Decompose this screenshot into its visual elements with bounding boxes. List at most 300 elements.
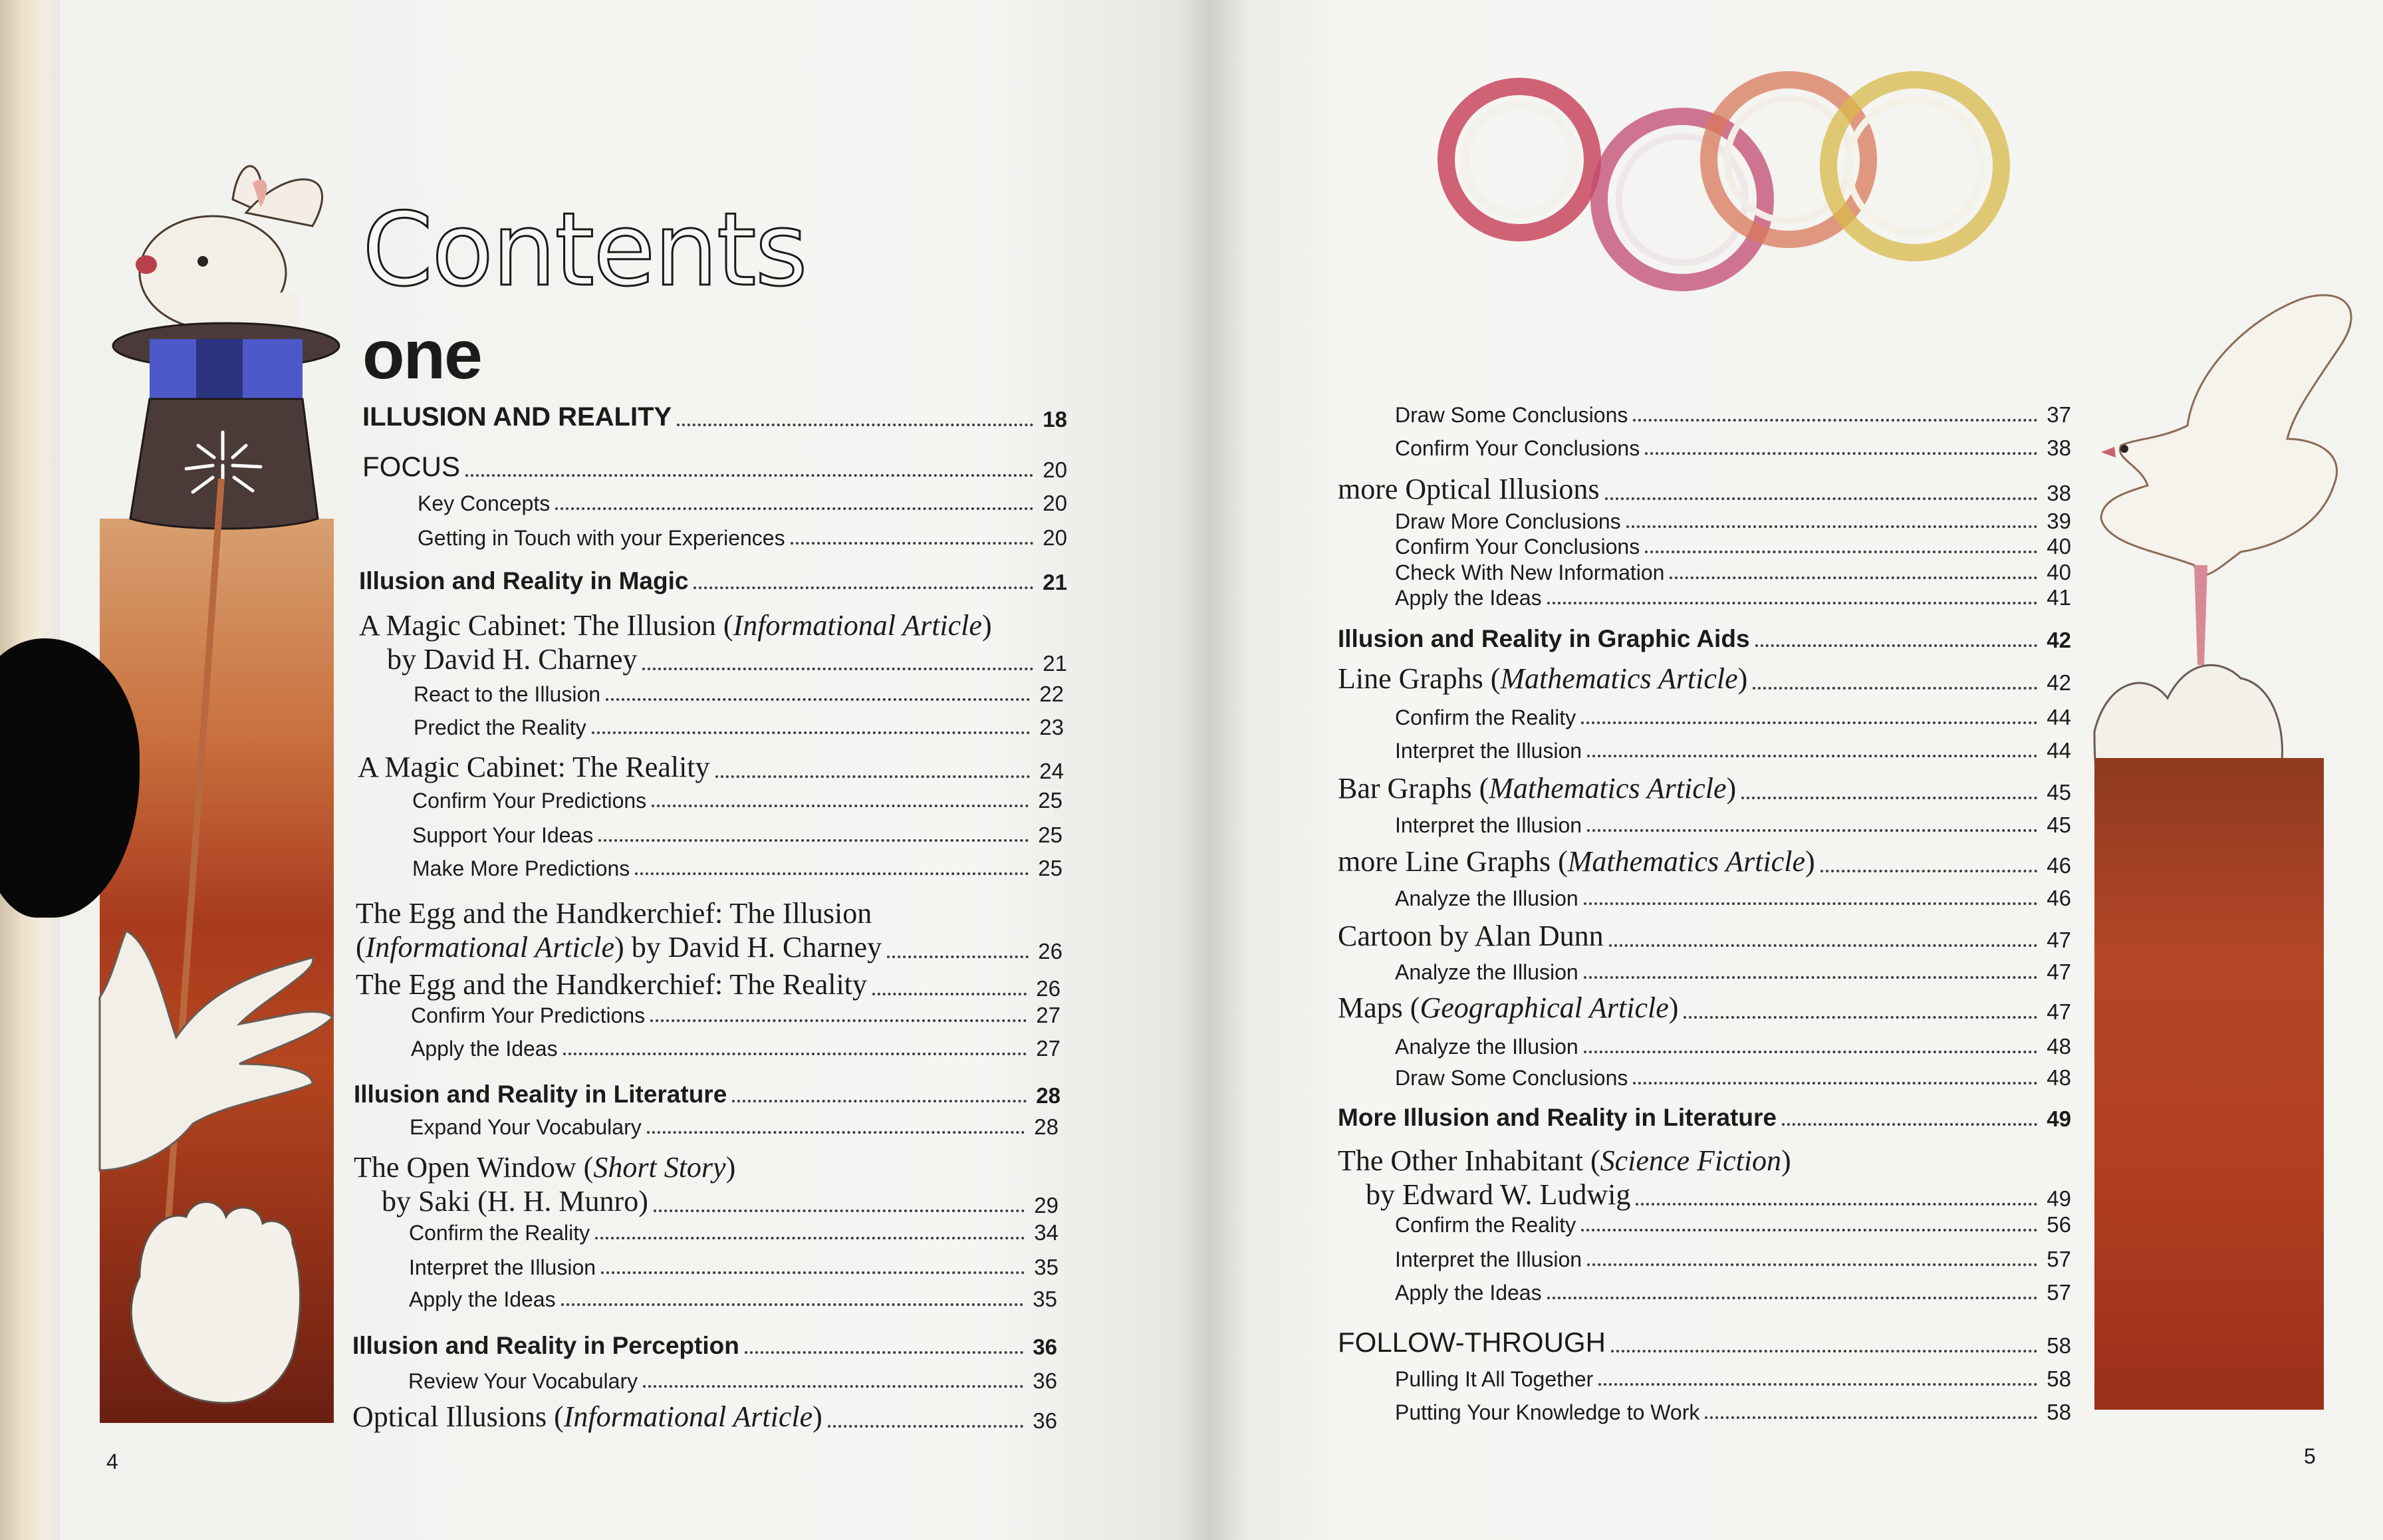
page-number: 29	[1034, 1193, 1059, 1218]
entry-title-text: Apply the Ideas	[1395, 1281, 1542, 1305]
toc-entry[interactable]	[1338, 662, 2071, 696]
dot-leader	[1587, 829, 2037, 832]
entry-title	[1395, 509, 1626, 534]
entry-title	[362, 402, 677, 432]
entry-title	[1395, 886, 1584, 911]
page-number: 57	[2047, 1280, 2071, 1305]
entry-line2-open: (	[356, 931, 366, 963]
entry-title-text: The Egg and the Handkerchief: The Reality	[356, 968, 867, 1001]
dot-leader	[1633, 1082, 2037, 1085]
entry-title-text: React to the Illusion	[414, 682, 601, 706]
entry-genre: Mathematics Article	[1500, 662, 1738, 695]
entry-title-close: )	[1781, 1144, 1791, 1177]
entry-title-text: Illusion and Reality in Graphic Aids	[1338, 625, 1750, 652]
entry-title	[1338, 662, 1753, 696]
toc-entry[interactable]	[414, 715, 1064, 740]
entry-title	[414, 682, 606, 707]
entry-title-text: Maps (	[1338, 991, 1420, 1024]
entry-title-text: Confirm Your Predictions	[411, 1003, 646, 1027]
entry-title-text: FOCUS	[362, 451, 460, 482]
entry-title	[1338, 625, 1755, 653]
entry-title	[418, 526, 791, 551]
page-number: 25	[1038, 788, 1063, 813]
dot-leader	[745, 1351, 1023, 1354]
page-number: 49	[2047, 1186, 2071, 1211]
toc-entry[interactable]	[1338, 472, 2071, 506]
part-number: one	[362, 317, 481, 394]
toc-entry[interactable]	[352, 1332, 1057, 1360]
dot-leader	[595, 1237, 1025, 1239]
entry-title	[1338, 1327, 1611, 1358]
toc-entry[interactable]	[1395, 1212, 2071, 1237]
page-number: 36	[1033, 1408, 1057, 1433]
dove-illustration	[2101, 295, 2351, 665]
toc-entry[interactable]	[411, 1003, 1061, 1028]
dot-leader	[1636, 1203, 2037, 1206]
page-number: 40	[2047, 534, 2071, 559]
entry-title-text: Interpret the Illusion	[409, 1255, 596, 1279]
dot-leader	[1645, 551, 2037, 553]
entry-title	[359, 608, 1067, 642]
dot-leader	[1584, 1051, 2038, 1053]
entry-title	[1395, 436, 1645, 461]
entry-title-text: The Other Inhabitant (	[1338, 1144, 1600, 1177]
entry-title	[1395, 1247, 1587, 1272]
entry-title	[1395, 706, 1581, 730]
page-number: 36	[1033, 1368, 1057, 1393]
entry-title-text: Interpret the Illusion	[1395, 1247, 1582, 1271]
linked-rings-illustration	[1446, 80, 2001, 283]
page-number: 21	[1043, 651, 1067, 676]
entry-title-text: Review Your Vocabulary	[408, 1369, 638, 1393]
page-number: 38	[2047, 481, 2071, 505]
dot-leader	[1645, 452, 2037, 455]
toc-entry[interactable]	[418, 491, 1067, 516]
page-title: Contents	[362, 191, 807, 309]
toc-entry[interactable]	[358, 750, 1064, 784]
entry-title-close: )	[1726, 772, 1737, 805]
entry-title	[1395, 960, 1584, 985]
page-number: 22	[1039, 682, 1064, 706]
entry-title-close: )	[1668, 991, 1679, 1024]
toc-entry[interactable]	[1395, 436, 2071, 461]
entry-title-text: A Magic Cabinet: The Reality	[358, 751, 710, 783]
toc-entry[interactable]	[1395, 738, 2071, 763]
dot-leader	[1547, 602, 2038, 604]
entry-title-text: Draw Some Conclusions	[1395, 1066, 1628, 1090]
entry-title	[358, 750, 715, 784]
page-number: 34	[1034, 1220, 1059, 1245]
entry-title-text: The Open Window (	[354, 1151, 594, 1184]
page-number: 27	[1036, 1036, 1061, 1061]
entry-title	[1395, 1066, 1633, 1091]
dot-leader	[791, 542, 1034, 545]
entry-title-text: A Magic Cabinet: The Illusion (	[359, 609, 733, 642]
dot-leader	[732, 1100, 1027, 1102]
entry-title	[1395, 739, 1587, 763]
toc-entry[interactable]	[409, 1287, 1057, 1312]
open-hand-illustration	[100, 931, 332, 1170]
toc-entry[interactable]	[1395, 509, 2071, 534]
dot-leader	[1605, 497, 2038, 500]
dot-leader	[1584, 976, 2038, 979]
entry-title-text: Cartoon by Alan Dunn	[1338, 920, 1604, 952]
page-number: 56	[2047, 1212, 2071, 1237]
dot-leader	[1581, 721, 2037, 724]
dot-leader	[652, 805, 1029, 807]
entry-title	[1338, 844, 1820, 878]
toc-entry[interactable]	[1338, 1144, 2071, 1212]
page-number: 40	[2047, 560, 2071, 584]
toc-entry[interactable]	[356, 896, 1063, 964]
entry-title	[412, 856, 635, 881]
page-number: 58	[2047, 1400, 2071, 1424]
dot-leader	[1633, 419, 2037, 422]
toc-entry[interactable]	[414, 682, 1064, 707]
toc-entry[interactable]	[1395, 1065, 2071, 1091]
toc-entry[interactable]	[1338, 625, 2071, 653]
entry-title-text: Illusion and Reality in Perception	[352, 1332, 739, 1359]
dot-leader	[642, 668, 1033, 670]
entry-title-text: Confirm the Reality	[1395, 706, 1576, 729]
entry-title-close: )	[981, 609, 992, 642]
entry-genre: Short Story	[593, 1151, 726, 1184]
dot-leader	[563, 1053, 1027, 1055]
page-number: 23	[1039, 715, 1064, 739]
entry-title	[1395, 1035, 1584, 1059]
entry-title-text: ILLUSION AND REALITY	[362, 402, 672, 432]
toc-entry[interactable]	[1395, 960, 2071, 985]
entry-title-text: Apply the Ideas	[411, 1037, 558, 1061]
entry-author: by Edward W. Ludwig	[1366, 1178, 1631, 1211]
entry-title	[354, 1150, 1059, 1184]
page-number: 57	[2047, 1247, 2071, 1271]
toc-entry[interactable]	[1395, 886, 2071, 911]
entry-title	[362, 451, 465, 483]
page-number: 45	[2047, 813, 2071, 837]
toc-entry[interactable]	[1395, 402, 2071, 428]
entry-title	[1395, 1281, 1547, 1305]
page-number: 21	[1043, 570, 1067, 594]
page-number: 25	[1038, 856, 1063, 880]
toc-entry[interactable]	[1395, 534, 2071, 559]
dot-leader	[828, 1425, 1024, 1428]
entry-title-text: Analyze the Illusion	[1395, 886, 1578, 910]
entry-title	[412, 823, 598, 848]
entry-title	[409, 1255, 601, 1280]
dot-leader	[1587, 1263, 2037, 1266]
page-number: 45	[2047, 780, 2071, 805]
entry-title-text: Apply the Ideas	[409, 1287, 556, 1311]
entry-genre: Science Fiction	[1600, 1144, 1782, 1177]
dot-leader	[601, 1271, 1025, 1274]
dot-leader	[1705, 1416, 2037, 1419]
entry-title-text: Support Your Ideas	[412, 823, 594, 847]
entry-title	[359, 567, 693, 595]
page-number: 36	[1033, 1335, 1057, 1359]
dot-leader	[872, 993, 1027, 995]
dot-leader	[887, 956, 1029, 958]
dot-leader	[693, 586, 1033, 589]
dot-leader	[654, 1210, 1025, 1212]
entry-author: by David H. Charney	[387, 643, 638, 676]
entry-title	[356, 967, 872, 1001]
dot-leader	[1587, 755, 2037, 757]
page-number: 25	[1038, 823, 1063, 847]
page-number: 20	[1043, 525, 1067, 550]
entry-title	[412, 789, 652, 813]
entry-title	[408, 1369, 643, 1394]
page-number: 46	[2047, 886, 2071, 910]
entry-title-text: Apply the Ideas	[1395, 586, 1542, 610]
dot-leader	[635, 872, 1029, 875]
entry-title-text: Confirm Your Conclusions	[1395, 535, 1640, 559]
entry-title-text: more Line Graphs (	[1338, 845, 1568, 878]
entry-title	[410, 1115, 647, 1140]
entry-title	[1395, 813, 1587, 838]
page-number: 39	[2047, 509, 2071, 533]
toc-entry[interactable]	[1395, 1366, 2071, 1392]
dot-leader	[1670, 577, 2037, 579]
toc-entry[interactable]	[410, 1114, 1059, 1140]
entry-title	[414, 715, 592, 740]
entry-title-text: Confirm the Reality	[409, 1221, 590, 1245]
toc-entry[interactable]	[356, 967, 1061, 1001]
toc-entry[interactable]	[1395, 585, 2071, 610]
entry-title-text: Putting Your Knowledge to Work	[1395, 1400, 1700, 1424]
entry-title	[352, 1332, 745, 1360]
page-number: 28	[1036, 1083, 1061, 1108]
entry-title	[354, 1081, 732, 1108]
entry-title	[409, 1287, 561, 1312]
entry-genre: Informational Article	[733, 609, 982, 642]
dot-leader	[561, 1303, 1024, 1306]
entry-title	[1338, 991, 1684, 1025]
entry-genre: Informational Article	[563, 1400, 813, 1433]
entry-title	[352, 1400, 828, 1434]
toc-entry[interactable]	[1338, 919, 2071, 953]
entry-author: by Saki (H. H. Munro)	[382, 1185, 648, 1218]
entry-title	[1395, 1367, 1598, 1392]
entry-title	[1395, 403, 1633, 428]
entry-title-line2	[387, 642, 642, 676]
toc-entry[interactable]	[1395, 1280, 2071, 1305]
entry-title	[1338, 472, 1605, 506]
toc-entry[interactable]	[362, 402, 1067, 432]
page-number: 47	[2047, 960, 2071, 984]
entry-title	[1395, 586, 1547, 610]
entry-title	[1338, 919, 1609, 953]
page-number: 26	[1038, 939, 1063, 963]
dot-leader	[606, 698, 1030, 701]
dot-leader	[1598, 1383, 2037, 1386]
entry-title	[411, 1003, 650, 1028]
page-number: 42	[2047, 670, 2071, 695]
entry-title-text: Analyze the Illusion	[1395, 960, 1578, 984]
hand-holding-wand-illustration	[131, 1202, 300, 1404]
dot-leader	[1684, 1016, 2037, 1019]
page-number: 48	[2047, 1034, 2071, 1059]
entry-title	[1395, 561, 1670, 585]
toc-entry[interactable]	[1395, 1400, 2071, 1425]
toc-entry[interactable]	[408, 1368, 1057, 1394]
rabbit-illustration	[136, 166, 322, 332]
dot-leader	[715, 775, 1031, 778]
dot-leader	[1609, 944, 2038, 947]
entry-title	[409, 1221, 595, 1245]
entry-title-close: )	[813, 1400, 822, 1433]
entry-title	[1395, 1400, 1705, 1425]
entry-title-line2	[356, 930, 887, 964]
page-number: 27	[1036, 1003, 1061, 1027]
page-number-left: 4	[106, 1450, 118, 1474]
toc-entry[interactable]	[1338, 1327, 2071, 1358]
dot-leader	[1626, 525, 2038, 528]
entry-title-text: Confirm Your Predictions	[412, 789, 647, 813]
page-number: 18	[1043, 407, 1067, 432]
entry-title-text: Interpret the Illusion	[1395, 813, 1582, 837]
toc-entry[interactable]	[412, 856, 1063, 881]
entry-title-text: Predict the Reality	[414, 715, 586, 739]
entry-title-text: Draw Some Conclusions	[1395, 403, 1628, 427]
entry-genre: Mathematics Article	[1489, 772, 1727, 805]
entry-genre: Mathematics Article	[1567, 845, 1806, 878]
entry-title-text: Confirm the Reality	[1395, 1213, 1576, 1237]
toc-entry[interactable]	[1395, 1247, 2071, 1272]
page-number: 28	[1034, 1114, 1059, 1139]
toc-entry[interactable]	[1395, 705, 2071, 730]
dot-leader	[1584, 902, 2038, 905]
toc-entry[interactable]	[418, 525, 1067, 551]
entry-title-text: Key Concepts	[418, 491, 551, 515]
toc-entry[interactable]	[409, 1220, 1059, 1245]
entry-title-text: Getting in Touch with your Experiences	[418, 526, 785, 550]
toc-entry[interactable]	[1395, 1034, 2071, 1059]
entry-title-text: The Egg and the Handkerchief: The Illusion	[356, 897, 872, 930]
dot-leader	[1611, 1350, 2037, 1352]
entry-author: ) by David H. Charney	[614, 931, 882, 963]
entry-title-text: Line Graphs (	[1338, 662, 1501, 695]
entry-title	[418, 491, 555, 516]
toc-entry[interactable]	[409, 1255, 1059, 1280]
entry-title-text: Confirm Your Conclusions	[1395, 436, 1640, 460]
dot-leader	[1820, 870, 2038, 872]
dot-leader	[647, 1131, 1025, 1134]
toc-entry[interactable]	[1338, 844, 2071, 878]
page-number: 49	[2047, 1106, 2071, 1131]
dot-leader	[1782, 1123, 2037, 1126]
entry-title-text: Pulling It All Together	[1395, 1367, 1594, 1391]
entry-title-text: Draw More Conclusions	[1395, 509, 1621, 533]
page-number: 20	[1043, 457, 1067, 482]
entry-title	[1338, 1144, 2071, 1178]
entry-title-close: )	[725, 1151, 736, 1184]
toc-entry[interactable]	[352, 1400, 1057, 1434]
dot-leader	[598, 839, 1029, 842]
entry-title-close: )	[1737, 662, 1748, 695]
page-number: 47	[2047, 999, 2071, 1024]
page-number: 35	[1034, 1255, 1059, 1279]
entry-title	[356, 896, 1063, 930]
page-number: 47	[2047, 928, 2071, 952]
page-number-right: 5	[2304, 1444, 2316, 1468]
entry-title-text: Illusion and Reality in Magic	[359, 567, 689, 594]
dot-leader	[1581, 1229, 2037, 1231]
page-number: 24	[1039, 759, 1064, 783]
entry-title-text: Check With New Information	[1395, 561, 1665, 584]
toc-entry[interactable]	[411, 1036, 1061, 1061]
entry-title-text: More Illusion and Reality in Literature	[1338, 1104, 1777, 1131]
toc-entry[interactable]	[354, 1081, 1061, 1108]
toc-entry[interactable]	[1338, 771, 2071, 805]
dot-leader	[1741, 797, 2037, 799]
toc-entry[interactable]	[1395, 813, 2071, 838]
entry-title-line2	[382, 1184, 654, 1218]
toc-entry[interactable]	[354, 1150, 1059, 1218]
dot-leader	[1753, 687, 2037, 690]
toc-entry[interactable]	[362, 451, 1067, 483]
entry-title	[1395, 535, 1645, 559]
toc-entry[interactable]	[1338, 1104, 2071, 1132]
entry-title-line2	[1366, 1178, 1636, 1212]
entry-title	[1395, 1213, 1581, 1237]
entry-title-text: more Optical Illusions	[1338, 473, 1600, 505]
top-hat-illustration	[113, 323, 339, 529]
toc-entry[interactable]	[359, 608, 1067, 676]
page-number: 48	[2047, 1065, 2071, 1090]
page-number: 20	[1043, 491, 1067, 515]
page-number: 46	[2047, 853, 2071, 878]
toc-entry[interactable]	[1338, 991, 2071, 1025]
entry-title-text: Make More Predictions	[412, 856, 630, 880]
entry-title-close: )	[1805, 845, 1815, 878]
toc-entry[interactable]	[412, 788, 1063, 813]
dot-leader	[1755, 644, 2038, 647]
page-number: 42	[2047, 628, 2071, 652]
page-number: 58	[2047, 1333, 2071, 1358]
entry-genre: Geographical Article	[1420, 991, 1669, 1024]
page-number: 26	[1036, 976, 1061, 1001]
dot-leader	[643, 1385, 1023, 1388]
entry-title-text: Analyze the Illusion	[1395, 1035, 1578, 1059]
dot-leader	[677, 424, 1033, 426]
red-column-illustration-right	[2094, 758, 2324, 1410]
entry-title-text: Interpret the Illusion	[1395, 739, 1582, 763]
dot-leader	[592, 731, 1031, 734]
page-number: 44	[2047, 705, 2071, 729]
toc-entry[interactable]	[412, 823, 1063, 848]
entry-title-text: Bar Graphs (	[1338, 772, 1489, 805]
entry-title-text: FOLLOW-THROUGH	[1338, 1327, 1606, 1358]
dot-leader	[555, 507, 1033, 510]
entry-title-text: Expand Your Vocabulary	[410, 1115, 642, 1139]
page-number: 35	[1033, 1287, 1057, 1311]
toc-entry[interactable]	[1395, 560, 2071, 585]
page-number: 37	[2047, 402, 2071, 427]
entry-title-text: Illusion and Reality in Literature	[354, 1081, 727, 1108]
dot-leader	[650, 1019, 1027, 1022]
page-number: 44	[2047, 738, 2071, 763]
entry-title	[411, 1037, 563, 1061]
entry-title-text: Optical Illusions (	[352, 1400, 564, 1433]
entry-title	[1338, 771, 1741, 805]
dot-leader	[465, 474, 1033, 477]
dot-leader	[1547, 1297, 2038, 1299]
entry-title	[1338, 1104, 1782, 1132]
page-number: 41	[2047, 585, 2071, 610]
toc-entry[interactable]	[359, 567, 1067, 595]
page-number: 38	[2047, 436, 2071, 460]
